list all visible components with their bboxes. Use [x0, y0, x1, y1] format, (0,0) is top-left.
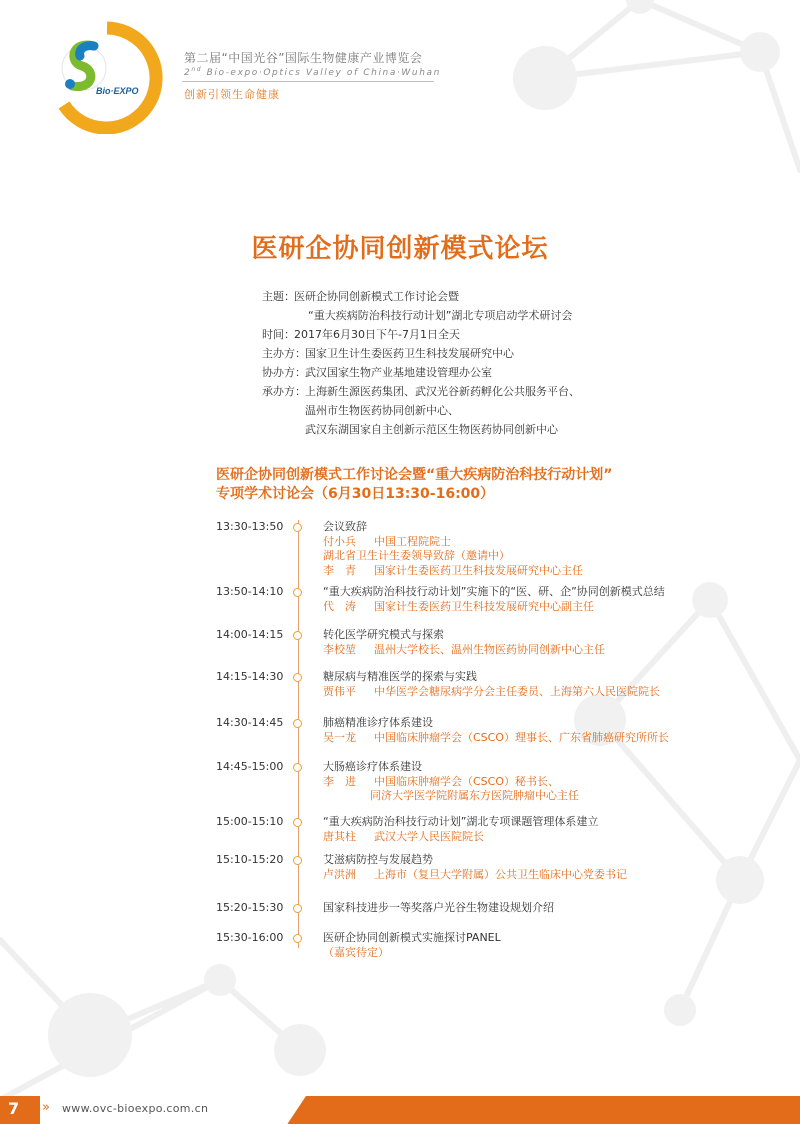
speaker-name: 吴一龙	[323, 730, 356, 744]
timeline-dot-icon	[293, 763, 302, 772]
speaker-title: 武汉大学人民医院院长	[374, 829, 484, 843]
speaker-name: 唐其柱	[323, 829, 356, 843]
schedule-item	[323, 670, 660, 699]
schedule-topic: 国家科技进步一等奖落户光谷生物建设规划介绍	[323, 901, 554, 914]
schedule-speaker	[323, 600, 665, 615]
info-time: 时间： 2017年6月30日下午-7月1日全天	[262, 328, 460, 341]
schedule-topic: 医研企协同创新模式实施探讨PANEL	[323, 931, 501, 944]
schedule-speaker	[323, 549, 583, 564]
logo-text: Bio·EXPO	[96, 86, 139, 96]
schedule-time: 15:00-15:10	[216, 815, 284, 828]
info-theme-line2: “重大疾病防治科技行动计划”湖北专项启动学术研讨会	[308, 309, 573, 322]
schedule-speaker	[323, 685, 660, 700]
info-theme: 主题： 医研企协同创新模式工作讨论会暨	[262, 290, 459, 303]
schedule-topic: “重大疾病防治科技行动计划”实施下的“医、研、企”协同创新模式总结	[323, 585, 665, 598]
timeline-dot-icon	[293, 818, 302, 827]
speaker-name: 贾伟平	[323, 684, 356, 698]
schedule-item	[323, 815, 598, 844]
schedule-speaker	[323, 535, 583, 550]
schedule-speaker	[323, 643, 605, 658]
schedule-item	[323, 931, 501, 960]
speaker-title: 同济大学医学院附属东方医院肿瘤中心主任	[370, 789, 579, 802]
schedule-time: 15:10-15:20	[216, 853, 284, 866]
speaker-title: 中国临床肿瘤学会（CSCO）理事长、广东省肺癌研究所所长	[374, 730, 670, 744]
schedule-speaker	[323, 946, 501, 961]
info-organizer-line2: 温州市生物医药协同创新中心、	[305, 404, 459, 417]
timeline-dot-icon	[293, 523, 302, 532]
speaker-title: 温州大学校长、温州生物医药协同创新中心主任	[374, 642, 605, 656]
speaker-name: 李 青	[323, 563, 356, 577]
schedule-topic: 糖尿病与精准医学的探索与实践	[323, 670, 477, 683]
speaker-title: 国家计生委医药卫生科技发展研究中心副主任	[374, 599, 594, 613]
timeline-dot-icon	[293, 904, 302, 913]
bio-expo-logo	[44, 20, 170, 134]
schedule-time: 14:00-14:15	[216, 628, 284, 641]
speaker-title: 中国工程院院士	[374, 534, 451, 548]
schedule-speaker	[323, 789, 579, 804]
speaker-title: 中华医学会糖尿病学分会主任委员、上海第六人民医院院长	[374, 684, 660, 698]
session-heading: 医研企协同创新模式工作讨论会暨“重大疾病防治科技行动计划” 专项学术讨论会（6月30日13:30-16:00）	[216, 467, 613, 502]
timeline-dot-icon	[293, 673, 302, 682]
schedule-time: 14:45-15:00	[216, 760, 284, 773]
speaker-name: 代 涛	[323, 599, 356, 613]
speaker-name: 李校堃	[323, 642, 356, 656]
speaker-title: 国家计生委医药卫生科技发展研究中心主任	[374, 563, 583, 577]
schedule-item	[323, 585, 665, 614]
speaker-name: 李 进	[323, 774, 356, 788]
speaker-title: 上海市（复旦大学附属）公共卫生临床中心党委书记	[374, 867, 627, 881]
speaker-name: 卢洪洲	[323, 867, 356, 881]
schedule-item	[323, 853, 627, 882]
schedule-item	[323, 628, 605, 657]
schedule-speaker	[323, 868, 627, 883]
speaker-name: 付小兵	[323, 534, 356, 548]
speaker-title: 中国临床肿瘤学会（CSCO）秘书长、	[374, 774, 560, 788]
expo-subtitle: 2nd Bio-expo·Optics Valley of China·Wuhan	[184, 66, 441, 78]
schedule-topic: 艾滋病防控与发展趋势	[323, 853, 433, 866]
schedule-speaker	[323, 775, 579, 790]
info-organizer-line3: 武汉东湖国家自主创新示范区生物医药协同创新中心	[305, 423, 558, 436]
schedule-speaker	[323, 564, 583, 579]
expo-slogan: 创新引领生命健康	[184, 88, 280, 101]
schedule-time: 15:30-16:00	[216, 931, 284, 944]
timeline-dot-icon	[293, 631, 302, 640]
schedule-speaker	[323, 731, 669, 746]
header-divider	[182, 81, 434, 82]
page-title: 医研企协同创新模式论坛	[251, 234, 549, 264]
schedule-topic: 肺癌精准诊疗体系建设	[323, 716, 433, 729]
schedule-time: 15:20-15:30	[216, 901, 284, 914]
schedule-item	[323, 520, 583, 578]
website-link[interactable]: www.ovc-bioexpo.com.cn	[62, 1102, 209, 1115]
timeline-dot-icon	[293, 934, 302, 943]
speaker-name: 湖北省卫生计生委领导致辞（邀请中）	[323, 549, 510, 562]
info-host: 主办方： 国家卫生计生委医药卫生科技发展研究中心	[262, 347, 514, 360]
schedule-item	[323, 901, 554, 916]
timeline-line	[298, 520, 299, 948]
schedule-speaker	[323, 830, 598, 845]
schedule-topic: 大肠癌诊疗体系建设	[323, 760, 422, 773]
timeline-dot-icon	[293, 588, 302, 597]
page-number: 7	[8, 1099, 20, 1118]
info-organizer: 承办方： 上海新生源医药集团、武汉光谷新药孵化公共服务平台、	[262, 385, 580, 398]
speaker-name: （嘉宾待定）	[323, 945, 389, 959]
info-co-organizer: 协办方： 武汉国家生物产业基地建设管理办公室	[262, 366, 492, 379]
schedule-topic: 会议致辞	[323, 520, 367, 533]
schedule-time: 14:15-14:30	[216, 670, 284, 683]
schedule-time: 13:30-13:50	[216, 520, 284, 533]
forum-info	[262, 287, 580, 439]
schedule-item	[323, 716, 669, 745]
schedule-topic: “重大疾病防治科技行动计划”湖北专项课题管理体系建立	[323, 815, 599, 828]
timeline-dot-icon	[293, 856, 302, 865]
schedule-item	[323, 760, 579, 804]
timeline-dot-icon	[293, 719, 302, 728]
chevron-right-icon: »	[42, 1100, 50, 1115]
expo-title: 第二届“中国光谷”国际生物健康产业博览会	[184, 51, 423, 65]
schedule-time: 14:30-14:45	[216, 716, 284, 729]
schedule-topic: 转化医学研究模式与探索	[323, 628, 444, 641]
schedule-time: 13:50-14:10	[216, 585, 284, 598]
